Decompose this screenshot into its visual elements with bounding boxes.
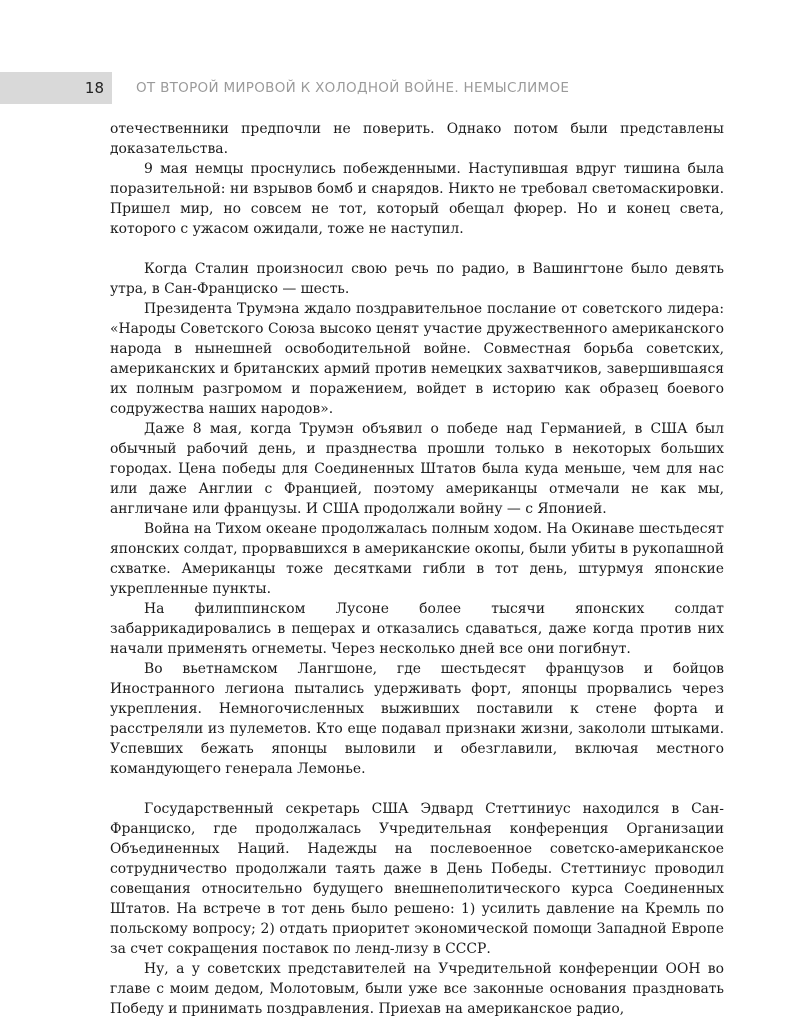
paragraph: Государственный секретарь США Эдвард Стеттиниус находился в Сан-Франциско, где продолжалась Учредительная конференция Организации Объединенных Наций. Надежды на послевоенное советско-американское сотрудничество продолжали таять даже в День Победы. Стеттиниус проводил совещания относительно будущего внешнеполитического курса Соединенных Штатов. На встрече в тот день было решено: 1) усилить давление на Кремль по польскому вопросу; 2) отдать приоритет экономической помощи Западной Европе за счет сокращения поставок по ленд-лизу в СССР. [110,801,724,957]
running-title: ОТ ВТОРОЙ МИРОВОЙ К ХОЛОДНОЙ ВОЙНЕ. НЕМЫСЛИМОЕ [136,80,570,96]
paragraph: На филиппинском Лусоне более тысячи японских солдат забаррикадировались в пещерах и отказались сдаваться, даже когда против них начали применять огнеметы. Через несколько дней все они погибнут. [110,601,724,657]
paragraph: Президента Трумэна ждало поздравительное послание от советского лидера: «Народы Советского Союза высоко ценят участие дружественного американского народа в нынешней освободительной войне. Совместная борьба советских, американских и британских армий против немецких захватчиков, завершившаяся их полным разгромом и поражением, войдет в историю как образец боевого содружества наших народов». [110,301,724,417]
section-break [110,779,724,799]
paragraph: Даже 8 мая, когда Трумэн объявил о победе над Германией, в США был обычный рабочий день, и празднества прошли только в некоторых больших городах. Цена победы для Соединенных Штатов была куда меньше, чем для нас или даже Англии с Францией, поэтому американцы отмечали не как мы, англичане или французы. И США продолжали войну — с Японией. [110,421,724,517]
body-text [110,119,724,1019]
paragraph: Во вьетнамском Лангшоне, где шестьдесят французов и бойцов Иностранного легиона пытались удерживать форт, японцы прорвались через укрепления. Немногочисленных выживших поставили к стене форта и расстреляли из пулеметов. Кто еще подавал признаки жизни, закололи штыками. Успевших бежать японцы выловили и обезглавили, включая местного командующего генерала Лемонье. [110,661,724,777]
paragraph: 9 мая немцы проснулись побежденными. Наступившая вдруг тишина была поразительной: ни взрывов бомб и снарядов. Никто не требовал светомаскировки. Пришел мир, но совсем не тот, который обещал фюрер. Но и конец света, которого с ужасом ожидали, тоже не наступил. [110,161,724,237]
paragraph: Ну, а у советских представителей на Учредительной конференции ООН во главе с моим дедом, Молотовым, были уже все законные основания праздновать Победу и принимать поздравления. Приехав на американское радио, [110,961,724,1017]
paragraph: Когда Сталин произносил свою речь по радио, в Вашингтоне было девять утра, в Сан-Франциско — шесть. [110,261,724,297]
paragraph: отечественники предпочли не поверить. Однако потом были представлены доказательства. [110,121,724,157]
page-number: 18 [84,79,104,97]
paragraph: Война на Тихом океане продолжалась полным ходом. На Окинаве шестьдесят японских солдат, прорвавшихся в американские окопы, были убиты в рукопашной схватке. Американцы тоже десятками гибли в тот день, штурмуя японские укрепленные пункты. [110,521,724,597]
section-break [110,239,724,259]
